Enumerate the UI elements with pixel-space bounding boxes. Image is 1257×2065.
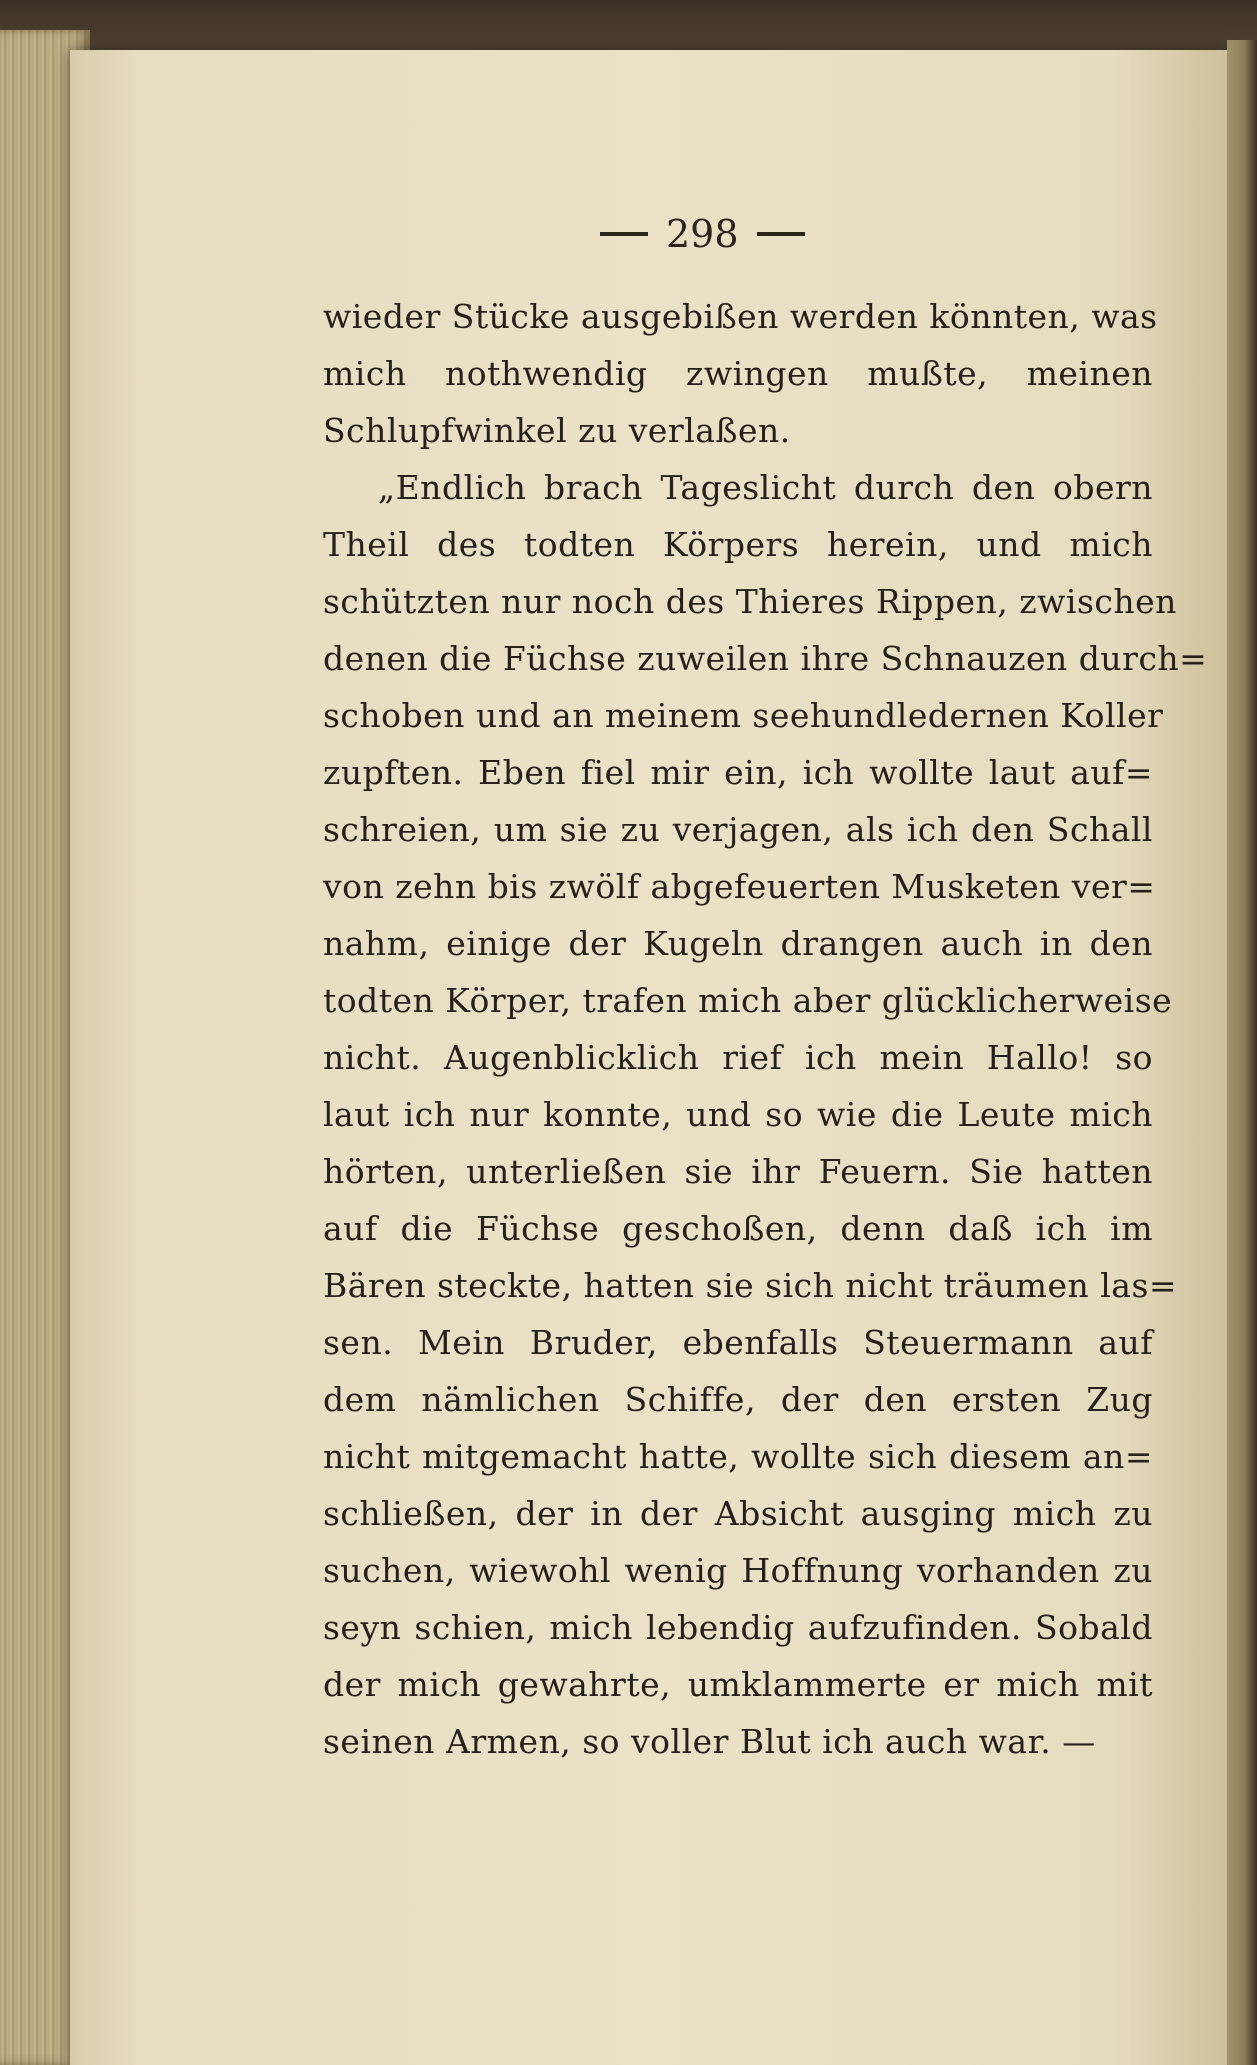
text-line: nicht mitgemacht hatte, wollte sich diesem an=: [323, 1437, 1153, 1476]
page-number: 298: [666, 212, 739, 256]
text-line: sen. Mein Bruder, ebenfalls Steuermann auf: [323, 1323, 1153, 1362]
text-line: auf die Füchse geschoßen, denn daß ich im: [323, 1209, 1153, 1248]
text-line: laut ich nur konnte, und so wie die Leute mich: [323, 1095, 1153, 1134]
text-line: von zehn bis zwölf abgefeuerten Musketen ver=: [323, 867, 1156, 906]
text-line: Bären steckte, hatten sie sich nicht träumen las=: [323, 1266, 1178, 1305]
text-line: todten Körper, trafen mich aber glücklicherweise: [323, 981, 1173, 1020]
text-line: schützten nur noch des Thieres Rippen, zwischen: [323, 582, 1177, 621]
text-line: der mich gewahrte, umklammerte er mich mit: [323, 1665, 1153, 1704]
text-line: nahm, einige der Kugeln drangen auch in den: [323, 924, 1153, 963]
page-body-text: [323, 288, 1208, 1770]
text-line: dem nämlichen Schiffe, der den ersten Zug: [323, 1380, 1153, 1419]
header-dash-left: [600, 232, 648, 236]
text-line: schließen, der in der Absicht ausging mich zu: [323, 1494, 1153, 1533]
text-line: wieder Stücke ausgebißen werden könnten, was: [323, 297, 1158, 336]
text-line: hörten, unterließen sie ihr Feuern. Sie hatten: [323, 1152, 1153, 1191]
text-line: suchen, wiewohl wenig Hoffnung vorhanden zu: [323, 1551, 1153, 1590]
page-header: [600, 212, 805, 256]
book-right-edge: [1227, 40, 1257, 2065]
text-line: zupften. Eben fiel mir ein, ich wollte laut auf=: [323, 753, 1153, 792]
text-line: mich nothwendig zwingen mußte, meinen: [323, 354, 1153, 393]
text-line: „Endlich brach Tageslicht durch den obern: [378, 468, 1153, 507]
text-line: schreien, um sie zu verjagen, als ich den Schall: [323, 810, 1153, 849]
text-line: Schlupfwinkel zu verlaßen.: [323, 411, 791, 450]
text-line: Theil des todten Körpers herein, und mich: [323, 525, 1153, 564]
text-line: seyn schien, mich lebendig aufzufinden. Sobald: [323, 1608, 1153, 1647]
text-line: schoben und an meinem seehundledernen Koller: [323, 696, 1164, 735]
header-dash-right: [757, 232, 805, 236]
text-line: seinen Armen, so voller Blut ich auch war. —: [323, 1722, 1096, 1761]
text-line: denen die Füchse zuweilen ihre Schnauzen durch=: [323, 639, 1208, 678]
text-line: nicht. Augenblicklich rief ich mein Hallo! so: [323, 1038, 1153, 1077]
